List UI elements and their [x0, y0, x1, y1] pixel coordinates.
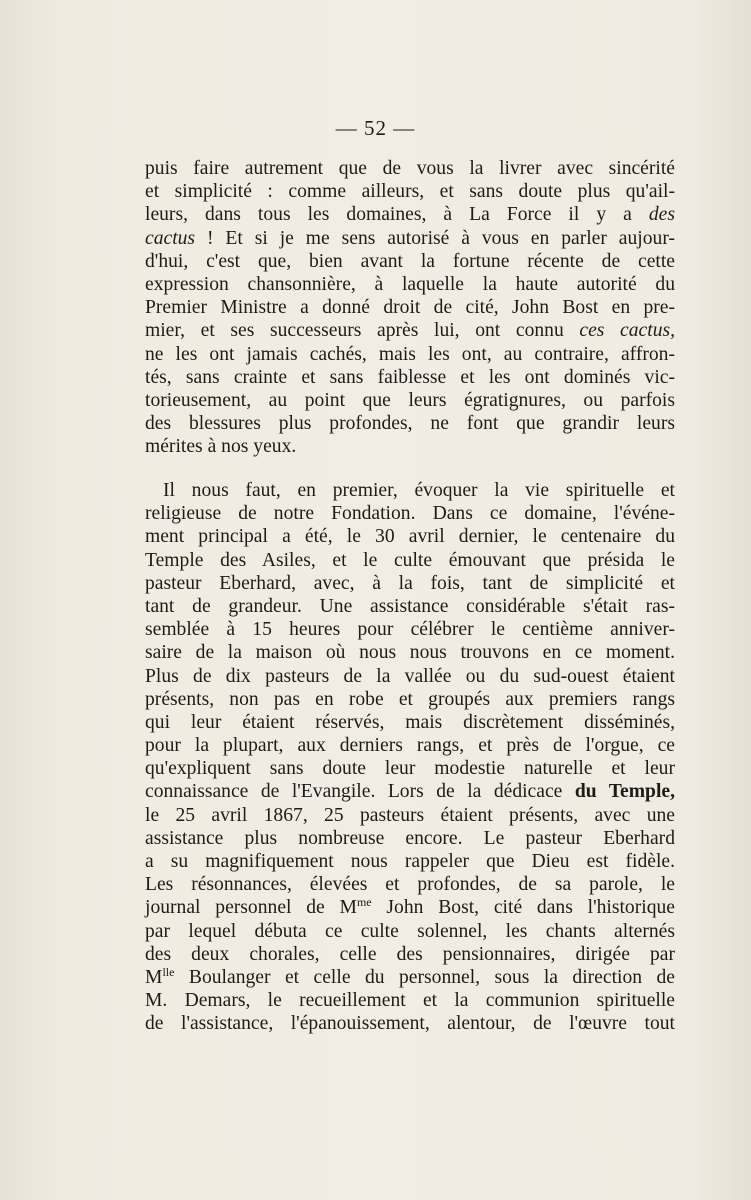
page-number: — 52 — [335, 116, 416, 140]
text-line: Il nous faut, en premier, évoquer la vie spirituelle et [163, 480, 675, 501]
text-line: Les résonnances, élevées et profondes, de sa parole, le [145, 874, 675, 896]
text-line: de l'assistance, l'épanouissement, alentour, de l'œuvre tout [145, 1013, 675, 1035]
text-line: des blessures plus profondes, ne font que grandir leurs [145, 413, 675, 435]
text-line: pasteur Eberhard, avec, à la fois, tant de simplicité et [145, 572, 675, 594]
text-line: torieusement, au point que leurs égratignures, ou parfois [145, 389, 675, 411]
text-line: a su magnifiquement nous rappeler que Dieu est fidèle. [145, 851, 675, 872]
text-line: des deux chorales, celle des pensionnaires, dirigée par [145, 943, 675, 965]
text-line: d'hui, c'est que, bien avant la fortune récente de cette [145, 250, 675, 272]
text-line: assistance plus nombreuse encore. Le pasteur Eberhard [145, 827, 675, 849]
text-line: saire de la maison où nous nous trouvons en ce moment. [145, 642, 675, 664]
text-line: par lequel débuta ce culte solennel, les chants alternés [145, 920, 675, 942]
text-line: $M^{lle}$ Boulanger et celle du personnel, sous la direction de [145, 964, 675, 988]
text-line: connaissance de l'Evangile. Lors de la dédicace du Temple, [145, 781, 675, 803]
text-line: qu'expliquent sans doute leur modestie naturelle et leur [145, 758, 675, 780]
text-line: mérites à nos yeux. [145, 436, 297, 458]
text-line: Temple des Asiles, et le culte émouvant que présida le [145, 549, 675, 571]
text-line: tés, sans crainte et sans faiblesse et les ont dominés vic- [145, 366, 675, 388]
text-line: cactus ! Et si je me sens autorisé à vous en parler aujour- [145, 227, 675, 249]
text-line: présents, non pas en robe et groupés aux premiers rangs [145, 688, 675, 710]
text-line: Plus de dix pasteurs de la vallée ou du sud-ouest étaient [145, 665, 675, 687]
paragraph-1 [145, 157, 675, 458]
text-line: expression chansonnière, à laquelle la haute autorité du [145, 273, 675, 295]
text-line: ment principal a été, le 30 avril dernier, le centenaire du [145, 526, 675, 548]
text-line: le 25 avril 1867, 25 pasteurs étaient présents, avec une [145, 804, 675, 826]
text-line: mier, et ses successeurs après lui, ont connu ces cactus, [145, 320, 676, 342]
text-line: qui leur étaient réservés, mais discrètement disséminés, [145, 711, 675, 733]
text-line: religieuse de notre Fondation. Dans ce domaine, l'événe- [145, 503, 675, 525]
text-line: journal personnel de $M^{me}$ John Bost, cité dans l'historique [145, 895, 675, 919]
text-line: puis faire autrement que de vous la livrer avec sincérité [145, 158, 675, 179]
paragraph-2 [145, 479, 675, 1036]
text-line: leurs, dans tous les domaines, à La Force il y a des [145, 204, 675, 226]
text-line: pour la plupart, aux derniers rangs, et près de l'orgue, ce [145, 735, 675, 757]
text-line: et simplicité : comme ailleurs, et sans doute plus qu'ail- [145, 181, 675, 203]
text-line: semblée à 15 heures pour célébrer le centième anniver- [145, 619, 675, 641]
text-line: ne les ont jamais cachés, mais les ont, au contraire, affron- [145, 343, 675, 365]
text-line: tant de grandeur. Une assistance considérable s'était ras- [145, 595, 675, 617]
text-line: M. Demars, le recueillement et la communion spirituelle [145, 990, 675, 1012]
text-line: Premier Ministre a donné droit de cité, John Bost en pre- [145, 297, 675, 319]
